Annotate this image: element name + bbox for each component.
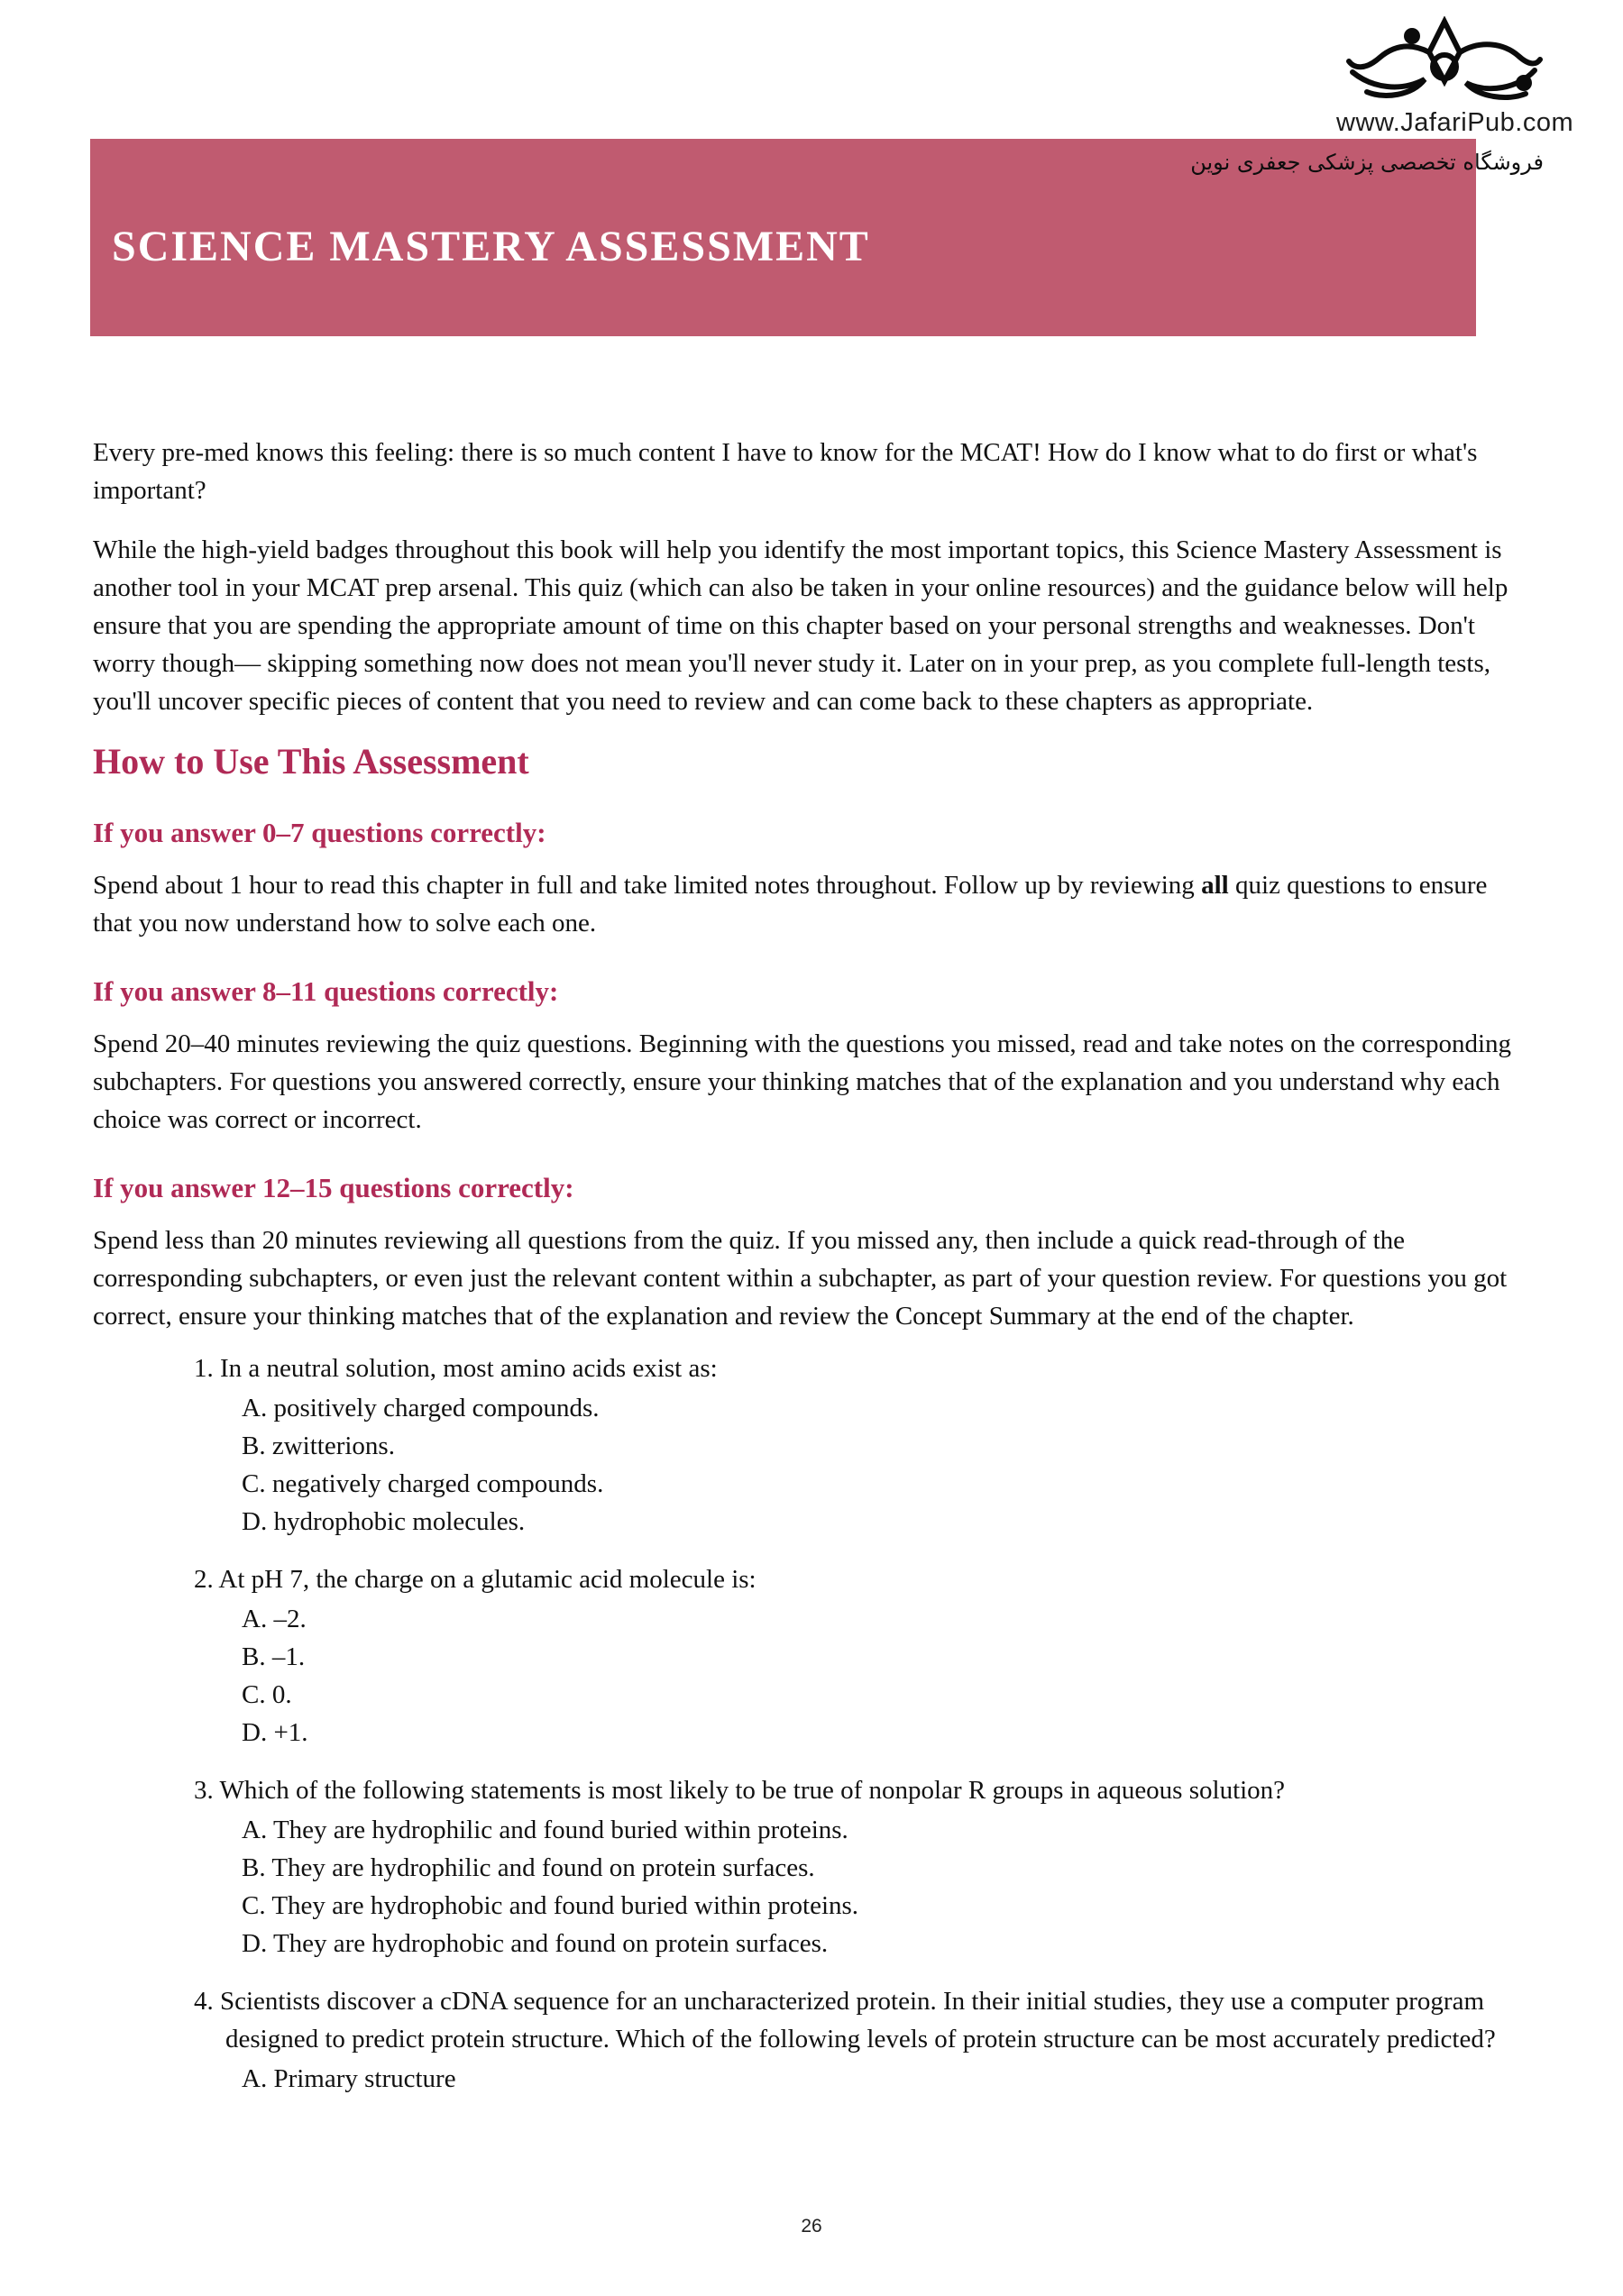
publisher-tagline: فروشگاه تخصصی پزشکی جعفری نوین	[1190, 150, 1544, 175]
quiz-question-list	[93, 1349, 1533, 2098]
question-2	[93, 1560, 1533, 1752]
option-text: 0.	[271, 1680, 292, 1709]
option-label: B.	[242, 1853, 266, 1882]
option-row	[93, 1887, 1533, 1925]
option-row	[93, 1849, 1533, 1887]
option-text: They are hydrophilic and found buried within proteins.	[272, 1816, 848, 1844]
option-text: They are hydrophobic and found on protein surfaces.	[272, 1929, 829, 1958]
how-to-use-heading: How to Use This Assessment	[93, 741, 529, 782]
option-label: A.	[242, 1816, 268, 1844]
question-2-options	[93, 1600, 1533, 1752]
option-text: zwitterions.	[271, 1432, 395, 1460]
question-number: 3.	[194, 1776, 214, 1805]
question-number: 1.	[194, 1354, 214, 1383]
section-heading-12-15: If you answer 12–15 questions correctly:	[93, 1172, 574, 1203]
question-1-options	[93, 1389, 1533, 1541]
option-text: negatively charged compounds.	[271, 1469, 604, 1498]
option-row	[93, 1714, 1533, 1752]
section-body-0-7-before: Spend about 1 hour to read this chapter in full and take limited notes throughout. Follow up by reviewing	[93, 871, 1202, 900]
question-text: Scientists discover a cDNA sequence for an uncharacterized protein. In their initial studies, they use a computer program designed to predict protein structure. Which of the following levels of protein structure can be most accurately predicted?	[220, 1987, 1496, 2054]
page-number: 26	[801, 2216, 822, 2237]
option-row	[93, 1811, 1533, 1849]
question-number: 4.	[194, 1987, 214, 2016]
option-row	[93, 2060, 1533, 2098]
option-text: +1.	[273, 1718, 308, 1747]
option-row	[93, 1600, 1533, 1638]
option-row	[93, 1427, 1533, 1465]
question-text: In a neutral solution, most amino acids exist as:	[220, 1354, 718, 1383]
option-text: positively charged compounds.	[273, 1394, 600, 1422]
option-text: Primary structure	[273, 2064, 456, 2093]
question-text: At pH 7, the charge on a glutamic acid molecule is:	[218, 1565, 756, 1594]
option-label: B.	[242, 1432, 266, 1460]
option-text: They are hydrophobic and found buried within proteins.	[271, 1891, 859, 1920]
question-text: Which of the following statements is most likely to be true of nonpolar R groups in aqueous solution?	[219, 1776, 1286, 1805]
question-3	[93, 1771, 1533, 1962]
question-3-text	[93, 1771, 1533, 1809]
option-label: C.	[242, 1469, 266, 1498]
question-4-options	[93, 2060, 1533, 2098]
section-heading-8-11: If you answer 8–11 questions correctly:	[93, 975, 559, 1007]
question-2-text	[93, 1560, 1533, 1598]
option-label: D.	[242, 1929, 268, 1958]
option-row	[93, 1389, 1533, 1427]
option-label: C.	[242, 1891, 266, 1920]
option-row	[93, 1503, 1533, 1541]
intro-paragraph-2: While the high-yield badges throughout this book will help you identify the most important topics, this Science Mastery Assessment is another tool in your MCAT prep arsenal. This quiz (which can also be taken in your online resources) and the guidance below will help ensure that you are spending the appropriate amount of time on this chapter based on your personal strengths and weaknesses. Don't worry though— skipping something now does not mean you'll never study it. Later on in your prep, as you complete full-length tests, you'll uncover specific pieces of content that you need to review and can come back to these chapters as appropriate.	[93, 535, 1508, 716]
option-label: A.	[242, 2064, 268, 2093]
option-text: –2.	[273, 1605, 307, 1633]
option-row	[93, 1638, 1533, 1676]
question-number: 2.	[194, 1565, 214, 1594]
section-body-12-15: Spend less than 20 minutes reviewing all questions from the quiz. If you missed any, then include a quick read-through of the corresponding subchapters, or even just the relevant content within a subchapter, as part of your question review. For questions you got correct, ensure your thinking matches that of the explanation and review the Concept Summary at the end of the chapter.	[93, 1226, 1508, 1331]
option-label: A.	[242, 1394, 268, 1422]
option-label: A.	[242, 1605, 268, 1633]
page-content	[93, 434, 1533, 2118]
option-row	[93, 1465, 1533, 1503]
publisher-website: www.JafariPub.com	[1336, 108, 1574, 137]
question-4	[93, 1982, 1533, 2098]
section-body-8-11: Spend 20–40 minutes reviewing the quiz questions. Beginning with the questions you missed, read and take notes on the corresponding subchapters. For questions you answered correctly, ensure your thinking matches that of the explanation and you understand why each choice was correct or incorrect.	[93, 1029, 1511, 1134]
question-1	[93, 1349, 1533, 1541]
section-body-0-7-after: quiz questions to ensure that you now understand how to solve each one.	[93, 871, 1488, 938]
option-row	[93, 1925, 1533, 1962]
question-4-text	[93, 1982, 1533, 2058]
section-body-0-7	[93, 866, 1533, 942]
intro-paragraph-1: Every pre-med knows this feeling: there is so much content I have to know for the MCAT! How do I know what to do first or what's important?	[93, 438, 1478, 505]
option-label: D.	[242, 1507, 268, 1536]
question-1-text	[93, 1349, 1533, 1387]
option-label: D.	[242, 1718, 268, 1747]
option-row	[93, 1676, 1533, 1714]
section-heading-0-7: If you answer 0–7 questions correctly:	[93, 817, 546, 848]
option-label: B.	[242, 1642, 266, 1671]
question-3-options	[93, 1811, 1533, 1962]
chapter-title: SCIENCE MASTERY ASSESSMENT	[112, 223, 870, 270]
option-text: hydrophobic molecules.	[273, 1507, 526, 1536]
calligraphy-ornament-icon	[1345, 16, 1544, 108]
publisher-logo-block	[1336, 16, 1574, 138]
option-text: They are hydrophilic and found on protein surfaces.	[271, 1853, 815, 1882]
section-body-0-7-bold: all	[1201, 871, 1229, 900]
option-label: C.	[242, 1680, 266, 1709]
option-text: –1.	[271, 1642, 306, 1671]
